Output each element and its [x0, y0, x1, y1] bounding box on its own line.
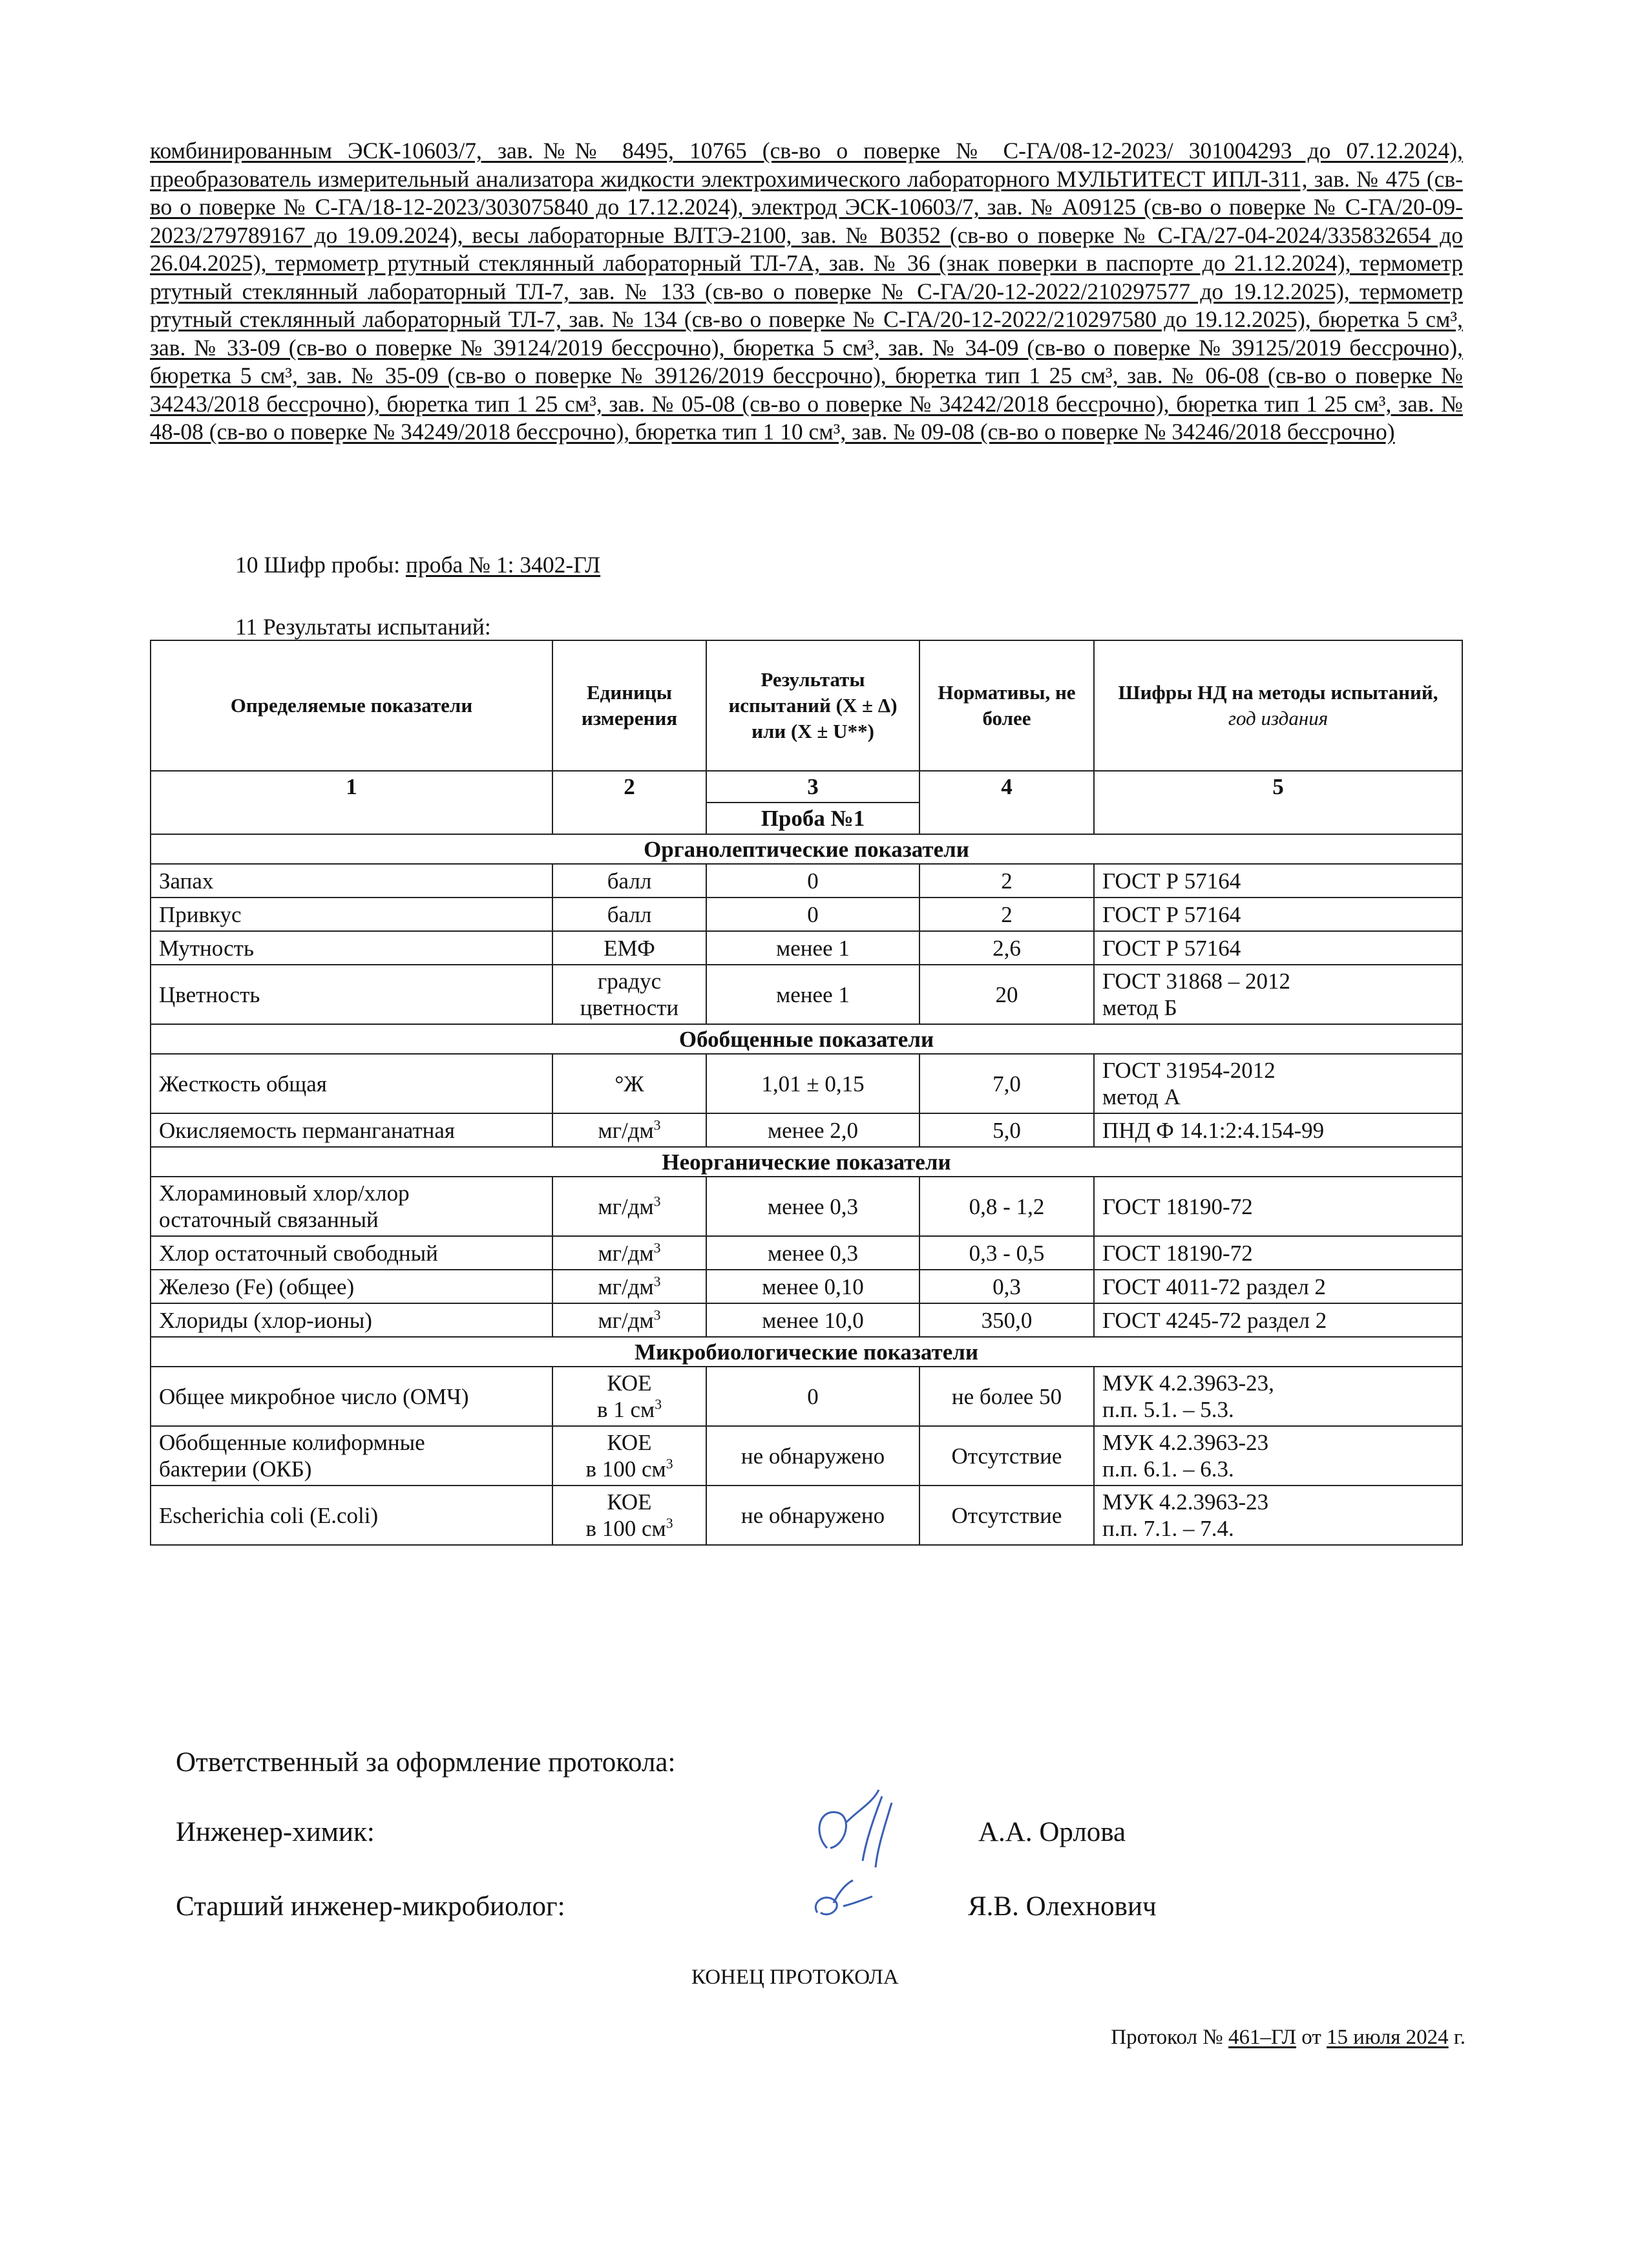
method-cell: ГОСТ 4245-72 раздел 2	[1094, 1303, 1462, 1337]
sample-column-label: Проба №1	[706, 803, 919, 834]
norm-cell: 20	[919, 965, 1094, 1024]
unit-cell: КОЕ в 100 $см^3$	[552, 1426, 706, 1486]
result-cell: 1,01 ± 0,15	[706, 1054, 919, 1113]
indicator-cell: Железо (Fe) (общее)	[151, 1270, 552, 1303]
table-row	[151, 1177, 1462, 1236]
method-cell: ГОСТ Р 57164	[1094, 864, 1462, 898]
section-title: Микробиологические показатели	[151, 1337, 1462, 1367]
method-cell: ГОСТ 31868 – 2012 метод Б	[1094, 965, 1462, 1024]
table-row	[151, 1236, 1462, 1270]
result-cell: менее 2,0	[706, 1113, 919, 1147]
chemist-signature	[801, 1783, 930, 1880]
norm-cell: 2	[919, 864, 1094, 898]
col-number-5: 5	[1094, 771, 1462, 834]
header-units: Единицы измерения	[552, 640, 706, 771]
indicator-cell: Общее микробное число (ОМЧ)	[151, 1367, 552, 1426]
unit-cell: $мг/дм^3$	[552, 1236, 706, 1270]
microbiologist-signature	[808, 1877, 911, 1929]
table-row	[151, 1270, 1462, 1303]
indicator-cell: Хлор остаточный свободный	[151, 1236, 552, 1270]
results-heading: 11 Результаты испытаний:	[235, 614, 491, 640]
indicator-cell: Хлораминовый хлор/хлор остаточный связанный	[151, 1177, 552, 1236]
protocol-footer	[1111, 2024, 1465, 2050]
results-table	[150, 640, 1463, 1546]
result-cell: не обнаружено	[706, 1426, 919, 1486]
unit-cell: $мг/дм^3$	[552, 1177, 706, 1236]
result-cell: 0	[706, 1367, 919, 1426]
method-cell: ГОСТ 31954-2012 метод А	[1094, 1054, 1462, 1113]
microbiologist-title: Старший инженер-микробиолог:	[176, 1891, 565, 1922]
norm-cell: Отсутствие	[919, 1486, 1094, 1545]
unit-cell: ЕМФ	[552, 931, 706, 965]
sample-code-line	[235, 551, 600, 579]
result-cell: менее 10,0	[706, 1303, 919, 1337]
norm-cell: 5,0	[919, 1113, 1094, 1147]
method-cell: МУК 4.2.3963-23 п.п. 6.1. – 6.3.	[1094, 1426, 1462, 1486]
norm-cell: 0,3 - 0,5	[919, 1236, 1094, 1270]
indicator-cell: Жесткость общая	[151, 1054, 552, 1113]
method-cell: ПНД Ф 14.1:2:4.154-99	[1094, 1113, 1462, 1147]
unit-cell: КОЕ в 1 $см^3$	[552, 1367, 706, 1426]
col-number-4: 4	[919, 771, 1094, 834]
indicator-cell: Обобщенные колиформные бактерии (ОКБ)	[151, 1426, 552, 1486]
sample-code-value: проба № 1: 3402-ГЛ	[405, 552, 601, 578]
indicator-cell: Привкус	[151, 898, 552, 931]
norm-cell: 350,0	[919, 1303, 1094, 1337]
col-number-2: 2	[552, 771, 706, 834]
unit-cell: градус цветности	[552, 965, 706, 1024]
method-cell: ГОСТ 4011-72 раздел 2	[1094, 1270, 1462, 1303]
indicator-cell: Запах	[151, 864, 552, 898]
unit-cell: °Ж	[552, 1054, 706, 1113]
norm-cell: 2,6	[919, 931, 1094, 965]
header-norms: Нормативы, не более	[919, 640, 1094, 771]
norm-cell: 0,3	[919, 1270, 1094, 1303]
method-cell: МУК 4.2.3963-23, п.п. 5.1. – 5.3.	[1094, 1367, 1462, 1426]
section-title: Неорганические показатели	[151, 1147, 1462, 1177]
method-cell: ГОСТ Р 57164	[1094, 931, 1462, 965]
result-cell: менее 1	[706, 931, 919, 965]
unit-cell: $мг/дм^3$	[552, 1113, 706, 1147]
unit-cell: $мг/дм^3$	[552, 1270, 706, 1303]
section-title: Органолептические показатели	[151, 834, 1462, 864]
indicator-cell: Мутность	[151, 931, 552, 965]
result-cell: менее 0,3	[706, 1236, 919, 1270]
table-row	[151, 931, 1462, 965]
result-cell: менее 1	[706, 965, 919, 1024]
unit-cell: балл	[552, 864, 706, 898]
table-row	[151, 864, 1462, 898]
table-row	[151, 1367, 1462, 1426]
table-row	[151, 1054, 1462, 1113]
result-cell: менее 0,3	[706, 1177, 919, 1236]
table-row	[151, 1303, 1462, 1337]
result-cell: 0	[706, 864, 919, 898]
end-of-protocol: КОНЕЦ ПРОТОКОЛА	[691, 1966, 899, 1989]
table-row	[151, 965, 1462, 1024]
norm-cell: 2	[919, 898, 1094, 931]
header-results: Результаты испытаний (Х ± Δ) или (Х ± U**)	[706, 640, 919, 771]
norm-cell: Отсутствие	[919, 1426, 1094, 1486]
section-title: Обобщенные показатели	[151, 1024, 1462, 1054]
col-number-3: 3	[706, 771, 919, 803]
protocol-date: 15 июля 2024	[1327, 2026, 1449, 2049]
unit-cell: балл	[552, 898, 706, 931]
unit-cell: $мг/дм^3$	[552, 1303, 706, 1337]
method-cell: МУК 4.2.3963-23 п.п. 7.1. – 7.4.	[1094, 1486, 1462, 1545]
result-cell: менее 0,10	[706, 1270, 919, 1303]
header-methods: Шифры НД на методы испытаний, год издания	[1094, 640, 1462, 771]
indicator-cell: Окисляемость перманганатная	[151, 1113, 552, 1147]
norm-cell: не более 50	[919, 1367, 1094, 1426]
method-cell: ГОСТ Р 57164	[1094, 898, 1462, 931]
protocol-number: 461–ГЛ	[1228, 2026, 1297, 2049]
result-cell: 0	[706, 898, 919, 931]
microbiologist-name: Я.В. Олехнович	[968, 1891, 1157, 1922]
indicator-cell: Escherichia coli (E.coli)	[151, 1486, 552, 1545]
equipment-text: комбинированным ЭСК-10603/7, зав.№№ 8495, 10765 (св-во о поверке № С-ГА/08-12-2023/ 301004293 до 07.12.2024), преобразователь измерительный анализатора жидкости электрохимического лабораторного МУЛЬТИТЕСТ ИПЛ-311, зав. № 475 (св-во о поверке № С-ГА/18-12-2023/303075840 до 17.12.2024), электрод ЭСК-10603/7, зав. № А09125 (св-во о поверке № С-ГА/20-09-2023/279789167 до 19.09.2024), весы лабораторные ВЛТЭ-2100, зав. № В0352 (св-во о поверке № С-ГА/27-04-2024/335832654 до 26.04.2025), термометр ртутный стеклянный лабораторный ТЛ-7А, зав. № 36 (знак поверки в паспорте до 21.12.2024), термометр ртутный стеклянный лабораторный ТЛ-7, зав. № 133 (св-во о поверке № С-ГА/20-12-2022/210297577 до 19.12.2025), термометр ртутный стеклянный лабораторный ТЛ-7, зав. № 134 (св-во о поверке № С-ГА/20-12-2022/210297580 до 19.12.2025), бюретка 5 см³, зав. № 33-09 (св-во о поверке № 39124/2019 бессрочно), бюретка 5 см³, зав. № 34-09 (св-во о поверке № 39125/2019 бессрочно), бюретка 5 см³, зав. № 35-09 (св-во о поверке № 39126/2019 бессрочно), бюретка тип 1 25 см³, зав. № 06-08 (св-во о поверке № 34243/2018 бессрочно), бюретка тип 1 25 см³, зав. № 05-08 (св-во о поверке № 34242/2018 бессрочно), бюретка тип 1 25 см³, зав. № 48-08 (св-во о поверке № 34249/2018 бессрочно), бюретка тип 1 10 см³, зав. № 09-08 (св-во о поверке № 34246/2018 бессрочно)	[150, 138, 1463, 445]
footer-suffix: г.	[1453, 2026, 1465, 2049]
unit-cell: КОЕ в 100 $см^3$	[552, 1486, 706, 1545]
result-cell: не обнаружено	[706, 1486, 919, 1545]
indicator-cell: Цветность	[151, 965, 552, 1024]
footer-mid: от	[1301, 2026, 1321, 2049]
chemist-title: Инженер-химик:	[176, 1817, 375, 1847]
method-cell: ГОСТ 18190-72	[1094, 1236, 1462, 1270]
chemist-name: А.А. Орлова	[978, 1817, 1126, 1847]
table-row	[151, 1113, 1462, 1147]
norm-cell: 0,8 - 1,2	[919, 1177, 1094, 1236]
col-number-1: 1	[151, 771, 552, 834]
responsible-label: Ответственный за оформление протокола:	[176, 1747, 676, 1778]
table-row	[151, 1426, 1462, 1486]
indicator-cell: Хлориды (хлор-ионы)	[151, 1303, 552, 1337]
table-row	[151, 898, 1462, 931]
table-row	[151, 1486, 1462, 1545]
norm-cell: 7,0	[919, 1054, 1094, 1113]
method-cell: ГОСТ 18190-72	[1094, 1177, 1462, 1236]
sample-code-label: 10 Шифр пробы:	[235, 552, 401, 578]
header-indicator: Определяемые показатели	[151, 640, 552, 771]
equipment-paragraph	[150, 137, 1463, 446]
footer-prefix: Протокол №	[1111, 2026, 1223, 2049]
